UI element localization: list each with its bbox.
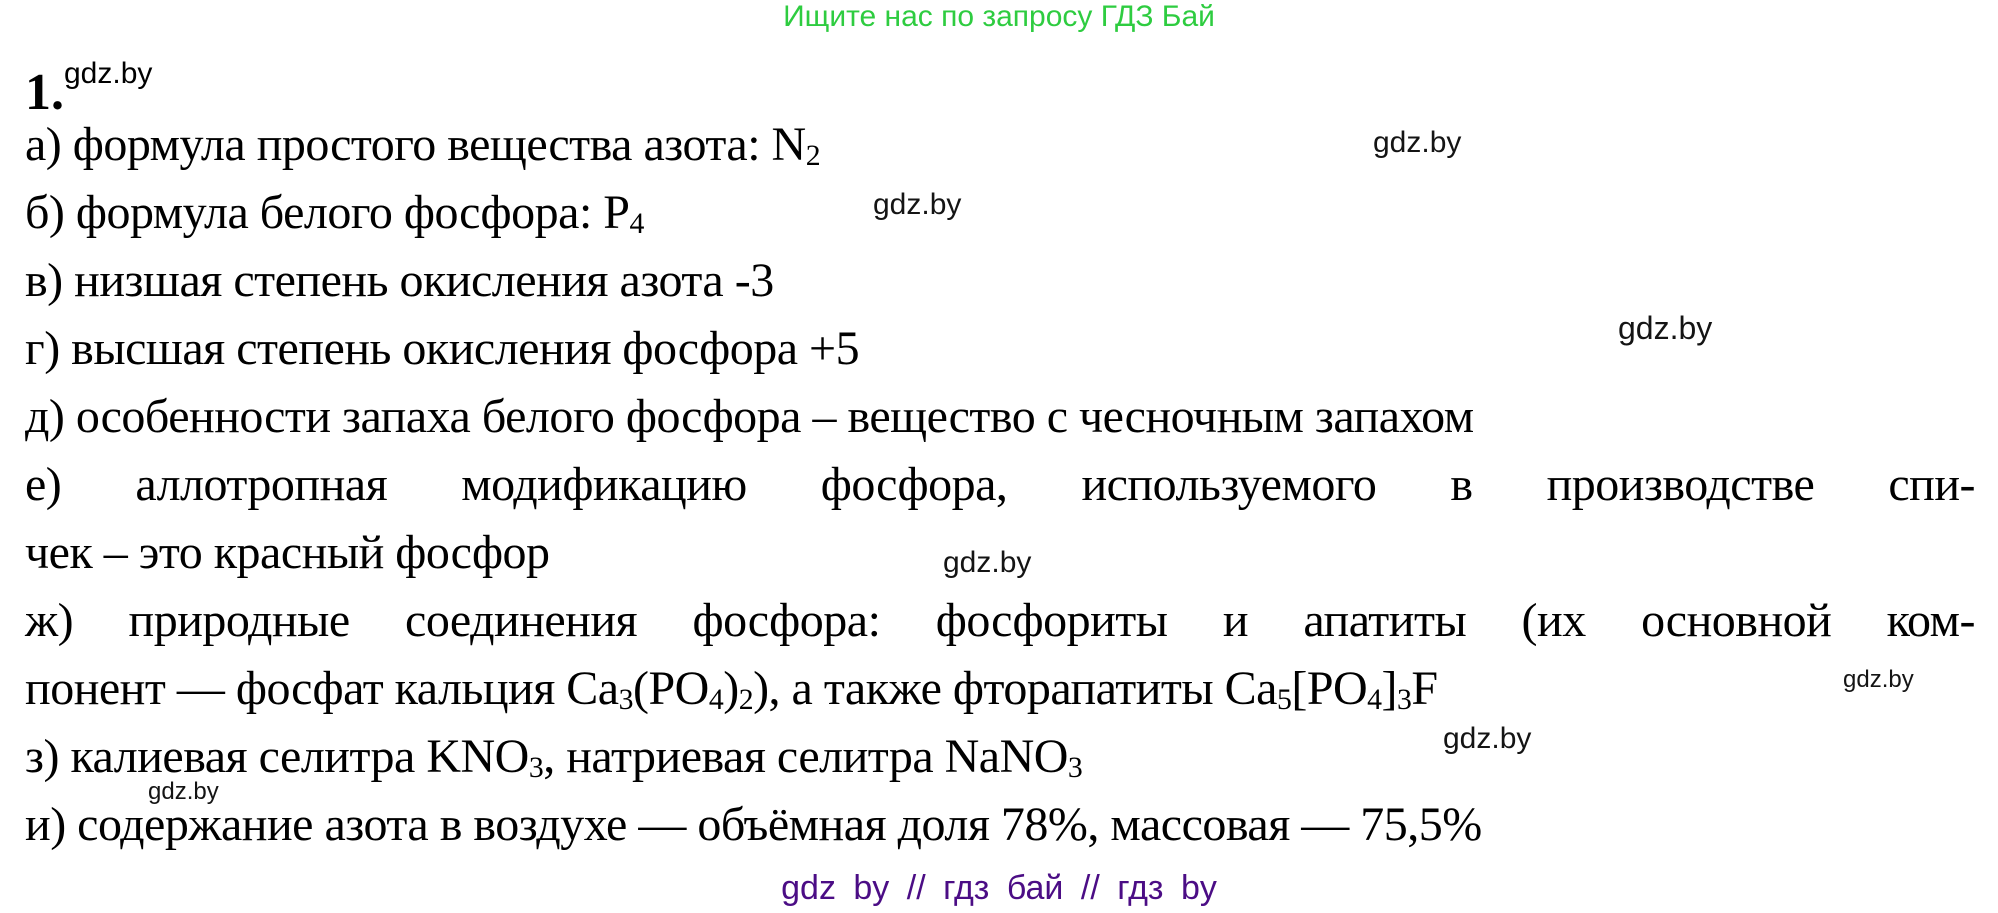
answer-line-i: и) содержание азота в воздухе — объёмная доля 78%, массовая — 75,5% (25, 798, 1482, 851)
solution-content (25, 36, 1975, 859)
answer-line-e-part2: чек – это красный фосфор (25, 526, 550, 579)
watermark-gdz-line-g: gdz.by (1618, 310, 1713, 346)
watermark-gdz-line-i: gdz.by (148, 778, 219, 805)
promo-banner: Ищите нас по запросу ГДЗ Бай (783, 0, 1215, 33)
answer-line-e-part1: е) аллотропная модификацию фосфора, используемого в производстве спи- (25, 458, 1975, 511)
watermark-gdz-line-zh: gdz.by (1843, 666, 1914, 693)
footer-watermark: gdz by // гдз бай // гдз by (781, 869, 1217, 907)
answer-line-g: г) высшая степень окисления фосфора +5 (25, 322, 860, 375)
watermark-gdz-line-e: gdz.by (943, 546, 1032, 579)
task-number-row (25, 36, 1975, 121)
answer-line-z: з) калиевая селитра $KNO_3$, натриевая селитра NaNO$_3$ (25, 730, 1083, 785)
answer-line-b: б) формула белого фосфора: $Р_4$ (25, 186, 644, 241)
answer-line-d: д) особенности запаха белого фосфора – вещество с чесночным запахом (25, 390, 1474, 443)
watermark-gdz-line-b: gdz.by (873, 188, 962, 221)
watermark-gdz-heading: gdz.by (64, 57, 153, 90)
watermark-gdz-line-a: gdz.by (1373, 126, 1462, 159)
answer-line-zh-part2: понент — фосфат кальция $Ca_3(PO_4)_2$), а также фторапатиты $Ca_5[PO_4]_3F$ (25, 662, 1438, 717)
answer-line-zh-part1: ж) природные соединения фосфора: фосфориты и апатиты (их основной ком- (25, 594, 1975, 647)
answer-line-v: в) низшая степень окисления азота -3 (25, 254, 774, 307)
watermark-gdz-line-z: gdz.by (1443, 722, 1532, 755)
task-number: 1. (25, 64, 64, 121)
answer-line-a: а) формула простого вещества азота: $N_2$ (25, 118, 821, 173)
